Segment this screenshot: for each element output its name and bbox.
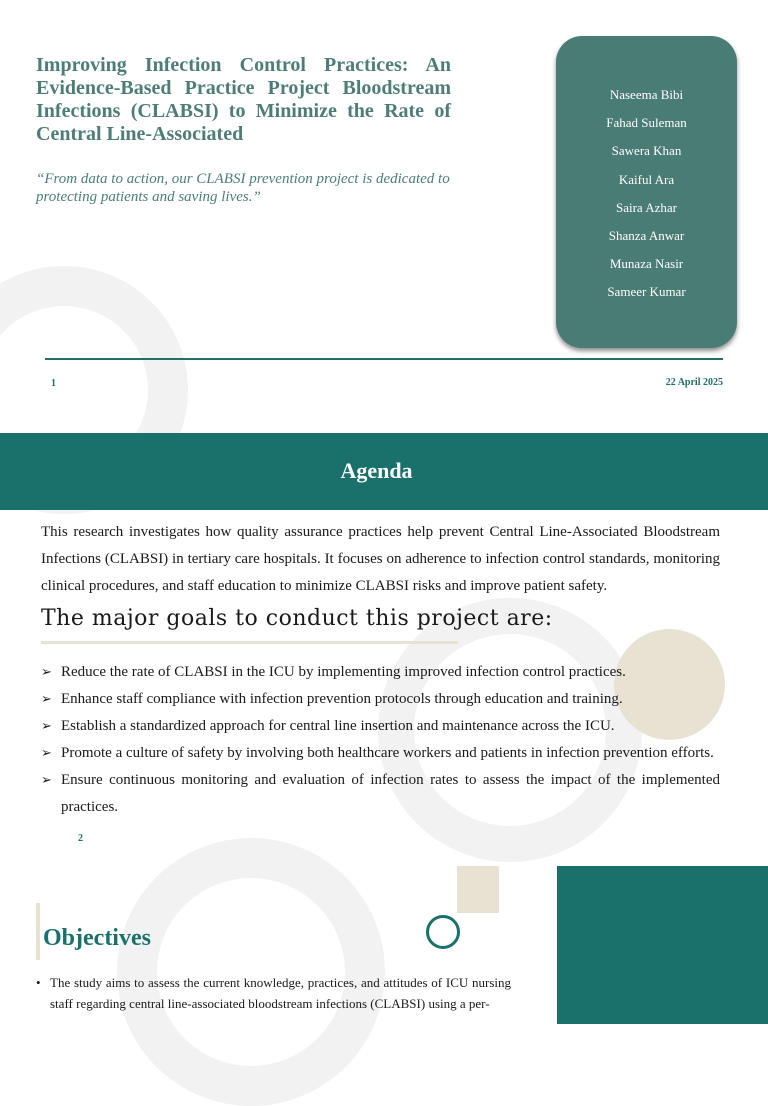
page-number: 2: [78, 833, 83, 844]
title-accent-bar: [36, 903, 40, 960]
divider-line: [45, 358, 723, 360]
slide-quote: “From data to action, our CLABSI prevention project is dedicated to protecting patients and saving lives.”: [36, 171, 450, 205]
authors-panel: [556, 36, 737, 348]
author-name: Naseema Bibi: [609, 87, 684, 102]
author-name: Sawera Khan: [611, 143, 682, 159]
presentation-date: 22 April 2025: [665, 377, 723, 388]
arrow-bullet-icon: ➢: [41, 691, 52, 706]
goal-text: Enhance staff compliance with infection prevention protocols through education and training.: [61, 691, 623, 707]
arrow-bullet-icon: ➢: [41, 745, 52, 760]
author-name: Shanza Anwar: [608, 227, 685, 243]
slide-title: Improving Infection Control Practices: An Evidence-Based Practice Project Bloodstream Infections (CLABSI) to Minimize the Rate of Central Line-Associated: [36, 54, 451, 145]
goal-text: Ensure continuous monitoring and evaluation of infection rates to assess the impact of the implemented practices.: [61, 772, 720, 815]
page-number: 1: [51, 378, 56, 389]
decorative-teal-block: [557, 866, 768, 1024]
list-item: [36, 972, 511, 1014]
author-name: Munaza Nasir: [609, 256, 684, 272]
list-item: [41, 767, 720, 821]
intro-paragraph: This research investigates how quality assurance practices help prevent Central Line-Associated Bloodstream Infections (CLABSI) in tertiary care hospitals. It focuses on adherence to infection control standards, monitoring clinical procedures, and staff education to minimize CLABSI risks and improve patient safety.: [41, 524, 720, 594]
arrow-bullet-icon: ➢: [41, 718, 52, 733]
objectives-title: Objectives: [43, 925, 151, 951]
author-name: Sameer Kumar: [607, 284, 686, 300]
objectives-list: [36, 972, 511, 1014]
heading-underline: [41, 641, 458, 644]
list-item: [41, 740, 720, 767]
agenda-title: Agenda: [340, 458, 413, 483]
goals-heading: The major goals to conduct this project are:: [41, 606, 553, 631]
author-name: Saira Azhar: [615, 199, 677, 215]
bullet-icon: •: [36, 975, 41, 990]
goal-text: Reduce the rate of CLABSI in the ICU by implementing improved infection control practices.: [61, 664, 626, 680]
arrow-bullet-icon: ➢: [41, 772, 52, 787]
goal-text: Promote a culture of safety by involving both healthcare workers and patients in infection prevention efforts.: [61, 745, 714, 761]
decorative-square: [457, 866, 499, 913]
list-item: [41, 686, 720, 713]
decorative-small-ring: [426, 915, 460, 949]
goals-list: [41, 659, 720, 821]
list-item: [41, 713, 720, 740]
list-item: [41, 659, 720, 686]
objective-text: The study aims to assess the current knowledge, practices, and attitudes of ICU nursing staff regarding central line-associated bloodstream infections (CLABSI) using a per-: [50, 975, 511, 1011]
goal-text: Establish a standardized approach for central line insertion and maintenance across the ICU.: [61, 718, 615, 734]
author-name: Kaiful Ara: [618, 171, 675, 187]
author-name: Fahad Suleman: [606, 115, 687, 131]
arrow-bullet-icon: ➢: [41, 664, 52, 679]
